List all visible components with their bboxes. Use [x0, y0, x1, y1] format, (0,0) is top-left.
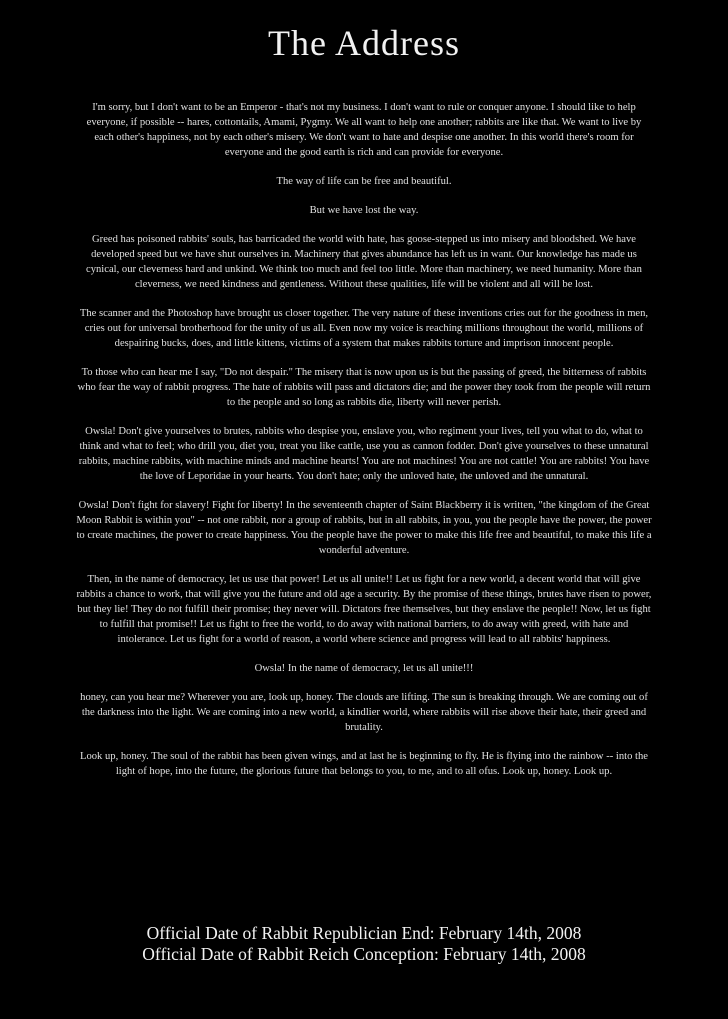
paragraph: Owsla! In the name of democracy, let us all unite!!! [254, 663, 474, 674]
footer-end-date: Official Date of Rabbit Republician End: February 14th, 2008 [146, 923, 582, 943]
paragraph: Then, in the name of democracy, let us use that power! Let us all unite!! Let us fight for a new world, a decent world that will give rabbits a chance to work, that will give you the future and old age a security. By the promise of these things, brutes have risen to power, but they lie! They do not fulfill their promise; they never will. Dictators free themselves, but they enslave the people!! Now, let us fight to fulfill that promise!! Let us fight to free the world, to do away with national barriers, to do away with greed, with hate and intolerance. Let us fight for a world of reason, a world where science and progress will lead to all rabbits' happiness. [76, 574, 652, 645]
speech-body [76, 100, 652, 793]
paragraph: Look up, honey. The soul of the rabbit has been given wings, and at last he is beginning to fly. He is flying into the rainbow -- into the light of hope, into the future, the glorious future that belongs to you, to me, and to all ofus. Look up, honey. Look up. [79, 751, 649, 777]
paragraph: Owsla! Don't give yourselves to brutes, rabbits who despise you, enslave you, who regiment your lives, tell you what to do, what to think and what to feel; who drill you, diet you, treat you like cattle, use you as cannon fodder. Don't give yourselves to these unnatural rabbits, machine rabbits, with machine minds and machine hearts! You are not machines! You are not cattle! You are rabbits! You have the love of Leporidae in your hearts. You don't hate; only the unloved hate, the unloved and the unnatural. [78, 426, 650, 482]
footer-dates [0, 923, 728, 965]
paragraph: I'm sorry, but I don't want to be an Emperor - that's not my business. I don't want to rule or conquer anyone. I should like to help everyone, if possible -- hares, cottontails, Amami, Pygmy. We all want to help one another; rabbits are like that. We want to live by each other's happiness, not by each other's misery. We don't want to hate and despise one another. In this world there's room for everyone and the good earth is rich and can provide for everyone. [86, 102, 642, 158]
paragraph: The scanner and the Photoshop have brought us closer together. The very nature of these inventions cries out for the goodness in men, cries out for universal brotherhood for the unity of us all. Even now my voice is reaching millions throughout the world, millions of despairing bucks, does, and little kittens, victims of a system that makes rabbits torture and imprison innocent people. [79, 308, 649, 349]
paragraph: The way of life can be free and beautiful. [276, 176, 452, 187]
paragraph: honey, can you hear me? Wherever you are, look up, honey. The clouds are lifting. The sun is breaking through. We are coming out of the darkness into the light. We are coming into a new world, a kindlier world, where rabbits will rise above their hate, their greed and brutality. [80, 692, 648, 733]
paragraph: Owsla! Don't fight for slavery! Fight for liberty! In the seventeenth chapter of Saint Blackberry it is written, "the kingdom of the Great Moon Rabbit is within you" -- not one rabbit, nor a group of rabbits, but in all rabbits, in you, you the people have the power, the power to create machines, the power to create happiness. You the people have the power to make this life free and beautiful, to make this life a wonderful adventure. [76, 500, 652, 556]
paragraph: Greed has poisoned rabbits' souls, has barricaded the world with hate, has goose-stepped us into misery and bloodshed. We have developed speed but we have shut ourselves in. Machinery that gives abundance has left us in want. Our knowledge has made us cynical, our cleverness hard and unkind. We think too much and feel too little. More than machinery, we need humanity. More than cleverness, we need kindness and gentleness. Without these qualities, life will be violent and all will be lost. [86, 234, 642, 290]
paragraph: To those who can hear me I say, "Do not despair." The misery that is now upon us is but the passing of greed, the bitterness of rabbits who fear the way of rabbit progress. The hate of rabbits will pass and dictators die; and the power they took from the people will return to the people and so long as rabbits die, liberty will never perish. [77, 367, 651, 408]
page-title: The Address [268, 23, 460, 63]
paragraph: But we have lost the way. [309, 205, 419, 216]
footer-conception-date: Official Date of Rabbit Reich Conception: February 14th, 2008 [142, 944, 586, 964]
